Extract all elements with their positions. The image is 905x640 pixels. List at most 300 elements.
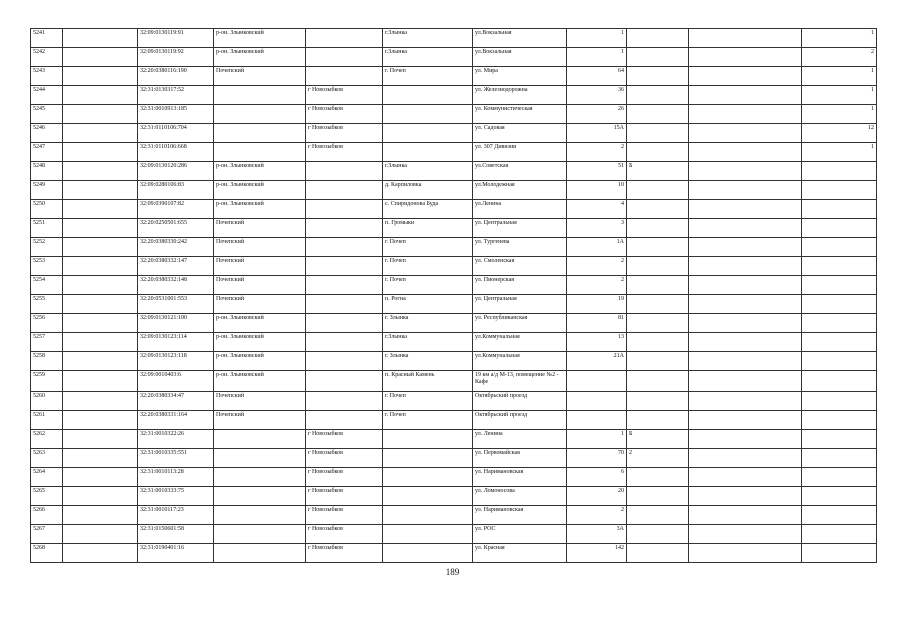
building-cell xyxy=(627,86,689,105)
district-cell: Почепский xyxy=(214,295,306,314)
cadastral-number-cell: 32:20:0380334:47 xyxy=(138,392,214,411)
table-row xyxy=(31,105,877,124)
locality-cell: п. Рогна xyxy=(383,295,473,314)
building-cell xyxy=(627,181,689,200)
district-cell: Почепский xyxy=(214,392,306,411)
district-cell xyxy=(214,105,306,124)
quantity-cell xyxy=(802,314,877,333)
empty-cell xyxy=(63,411,138,430)
district-cell: р-он. Злынковский xyxy=(214,314,306,333)
empty-cell xyxy=(63,295,138,314)
table-row xyxy=(31,143,877,162)
apartment-cell xyxy=(689,219,802,238)
city-cell xyxy=(306,352,383,371)
table-row xyxy=(31,124,877,143)
building-cell xyxy=(627,67,689,86)
street-cell: Октябрьский проезд xyxy=(473,392,567,411)
building-cell xyxy=(627,468,689,487)
quantity-cell: 1 xyxy=(802,67,877,86)
city-cell xyxy=(306,67,383,86)
table-row xyxy=(31,468,877,487)
city-cell: г Новозыбков xyxy=(306,143,383,162)
apartment-cell xyxy=(689,449,802,468)
locality-cell: г.Злынка xyxy=(383,48,473,67)
city-cell xyxy=(306,411,383,430)
cadastral-number-cell: 32:31:0010335:551 xyxy=(138,449,214,468)
cadastral-number-cell: 32:09:0130121:100 xyxy=(138,314,214,333)
empty-cell xyxy=(63,392,138,411)
table-row xyxy=(31,333,877,352)
building-cell xyxy=(627,200,689,219)
city-cell xyxy=(306,392,383,411)
street-cell: ул. 307 Дивизии xyxy=(473,143,567,162)
empty-cell xyxy=(63,162,138,181)
table-row xyxy=(31,29,877,48)
empty-cell xyxy=(63,238,138,257)
quantity-cell xyxy=(802,219,877,238)
cadastral-number-cell: 32:20:0380330:242 xyxy=(138,238,214,257)
locality-cell: г. Почеп xyxy=(383,276,473,295)
house-number-cell: 70 xyxy=(567,449,627,468)
building-cell xyxy=(627,392,689,411)
city-cell: г Новозыбков xyxy=(306,124,383,143)
table-row xyxy=(31,162,877,181)
district-cell: р-он. Злынковский xyxy=(214,181,306,200)
cadastral-number-cell: 32:20:0250501:655 xyxy=(138,219,214,238)
district-cell xyxy=(214,544,306,563)
building-cell xyxy=(627,238,689,257)
quantity-cell xyxy=(802,257,877,276)
row-number-cell: 5242 xyxy=(31,48,63,67)
house-number-cell: 20 xyxy=(567,487,627,506)
empty-cell xyxy=(63,67,138,86)
apartment-cell xyxy=(689,411,802,430)
locality-cell xyxy=(383,506,473,525)
quantity-cell xyxy=(802,525,877,544)
house-number-cell: 2 xyxy=(567,506,627,525)
empty-cell xyxy=(63,105,138,124)
district-cell: Почепский xyxy=(214,257,306,276)
row-number-cell: 5268 xyxy=(31,544,63,563)
cadastral-number-cell: 32:20:0531001:553 xyxy=(138,295,214,314)
city-cell xyxy=(306,238,383,257)
building-cell xyxy=(627,143,689,162)
row-number-cell: 5264 xyxy=(31,468,63,487)
locality-cell: г. Почеп xyxy=(383,392,473,411)
street-cell: ул. Центральная xyxy=(473,219,567,238)
quantity-cell: 1 xyxy=(802,143,877,162)
city-cell: г Новозыбков xyxy=(306,105,383,124)
row-number-cell: 5257 xyxy=(31,333,63,352)
apartment-cell xyxy=(689,295,802,314)
apartment-cell xyxy=(689,276,802,295)
building-cell xyxy=(627,295,689,314)
locality-cell xyxy=(383,143,473,162)
quantity-cell xyxy=(802,411,877,430)
house-number-cell: 13 xyxy=(567,333,627,352)
city-cell: г Новозыбков xyxy=(306,86,383,105)
locality-cell xyxy=(383,449,473,468)
empty-cell xyxy=(63,525,138,544)
apartment-cell xyxy=(689,430,802,449)
quantity-cell xyxy=(802,371,877,392)
cadastral-number-cell: 32:09:0130123:118 xyxy=(138,352,214,371)
district-cell xyxy=(214,506,306,525)
building-cell xyxy=(627,411,689,430)
table-row xyxy=(31,257,877,276)
cadastral-number-cell: 32:31:0010113:28 xyxy=(138,468,214,487)
apartment-cell xyxy=(689,544,802,563)
cadastral-number-cell: 32:20:0380116:190 xyxy=(138,67,214,86)
row-number-cell: 5256 xyxy=(31,314,63,333)
locality-cell: п. Красный Камень xyxy=(383,371,473,392)
cadastral-number-cell: 32:31:0010117:23 xyxy=(138,506,214,525)
empty-cell xyxy=(63,219,138,238)
street-cell: ул. Ленина xyxy=(473,430,567,449)
cadastral-number-cell: 32:31:0010333:75 xyxy=(138,487,214,506)
street-cell: ул. Наримановская xyxy=(473,468,567,487)
apartment-cell xyxy=(689,67,802,86)
building-cell xyxy=(627,124,689,143)
building-cell xyxy=(627,29,689,48)
building-cell xyxy=(627,525,689,544)
district-cell: р-он. Злынковский xyxy=(214,333,306,352)
page-number: 189 xyxy=(445,567,460,577)
row-number-cell: 5243 xyxy=(31,67,63,86)
empty-cell xyxy=(63,430,138,449)
register-table xyxy=(30,28,877,563)
quantity-cell: 2 xyxy=(802,48,877,67)
empty-cell xyxy=(63,487,138,506)
empty-cell xyxy=(63,544,138,563)
district-cell xyxy=(214,143,306,162)
house-number-cell: 142 xyxy=(567,544,627,563)
street-cell: ул.Коммунальная xyxy=(473,333,567,352)
table-row xyxy=(31,411,877,430)
locality-cell xyxy=(383,525,473,544)
cadastral-number-cell: 32:20:0380331:164 xyxy=(138,411,214,430)
city-cell: г Новозыбков xyxy=(306,525,383,544)
empty-cell xyxy=(63,314,138,333)
apartment-cell xyxy=(689,468,802,487)
table-row xyxy=(31,487,877,506)
city-cell xyxy=(306,48,383,67)
city-cell xyxy=(306,276,383,295)
empty-cell xyxy=(63,48,138,67)
city-cell: г Новозыбков xyxy=(306,487,383,506)
locality-cell: г. Почеп xyxy=(383,67,473,86)
cadastral-number-cell: 32:20:0380332:147 xyxy=(138,257,214,276)
empty-cell xyxy=(63,333,138,352)
locality-cell: г. Злынка xyxy=(383,314,473,333)
building-cell: Б xyxy=(627,430,689,449)
row-number-cell: 5241 xyxy=(31,29,63,48)
city-cell: г Новозыбков xyxy=(306,544,383,563)
quantity-cell xyxy=(802,352,877,371)
row-number-cell: 5247 xyxy=(31,143,63,162)
apartment-cell xyxy=(689,352,802,371)
cadastral-number-cell: 32:31:0010913:185 xyxy=(138,105,214,124)
street-cell: ул.Молодежная xyxy=(473,181,567,200)
house-number-cell: 6 xyxy=(567,468,627,487)
district-cell: р-он. Злынковский xyxy=(214,371,306,392)
house-number-cell xyxy=(567,411,627,430)
city-cell xyxy=(306,200,383,219)
quantity-cell xyxy=(802,200,877,219)
house-number-cell: 2 xyxy=(567,257,627,276)
building-cell: 2 xyxy=(627,449,689,468)
house-number-cell xyxy=(567,371,627,392)
quantity-cell xyxy=(802,333,877,352)
apartment-cell xyxy=(689,143,802,162)
street-cell: ул. Ломоносова xyxy=(473,487,567,506)
building-cell xyxy=(627,352,689,371)
locality-cell: г. Злынка xyxy=(383,352,473,371)
house-number-cell xyxy=(567,392,627,411)
city-cell xyxy=(306,162,383,181)
city-cell xyxy=(306,295,383,314)
row-number-cell: 5262 xyxy=(31,430,63,449)
table-row xyxy=(31,392,877,411)
empty-cell xyxy=(63,200,138,219)
apartment-cell xyxy=(689,333,802,352)
cadastral-number-cell: 32:31:0110106:704 xyxy=(138,124,214,143)
district-cell xyxy=(214,468,306,487)
quantity-cell xyxy=(802,449,877,468)
empty-cell xyxy=(63,124,138,143)
cadastral-number-cell: 32:31:0110106:668 xyxy=(138,143,214,162)
row-number-cell: 5250 xyxy=(31,200,63,219)
locality-cell: г.Злынка xyxy=(383,333,473,352)
district-cell xyxy=(214,525,306,544)
house-number-cell: 1А xyxy=(567,238,627,257)
empty-cell xyxy=(63,143,138,162)
street-cell: ул. Тургенева xyxy=(473,238,567,257)
street-cell: ул. Пионерская xyxy=(473,276,567,295)
district-cell: Почепский xyxy=(214,219,306,238)
city-cell: г Новозыбков xyxy=(306,468,383,487)
district-cell: р-он. Злынковский xyxy=(214,352,306,371)
house-number-cell: 64 xyxy=(567,67,627,86)
street-cell: ул.Вокзальная xyxy=(473,29,567,48)
locality-cell xyxy=(383,544,473,563)
locality-cell xyxy=(383,86,473,105)
street-cell: ул. Первомайская xyxy=(473,449,567,468)
apartment-cell xyxy=(689,238,802,257)
house-number-cell: 3А xyxy=(567,525,627,544)
row-number-cell: 5252 xyxy=(31,238,63,257)
empty-cell xyxy=(63,371,138,392)
city-cell: г Новозыбков xyxy=(306,449,383,468)
street-cell: ул.Вокзальная xyxy=(473,48,567,67)
apartment-cell xyxy=(689,86,802,105)
building-cell xyxy=(627,276,689,295)
district-cell xyxy=(214,449,306,468)
apartment-cell xyxy=(689,29,802,48)
cadastral-number-cell: 32:09:0280106:83 xyxy=(138,181,214,200)
quantity-cell xyxy=(802,392,877,411)
building-cell xyxy=(627,105,689,124)
street-cell: Октябрьский проезд xyxy=(473,411,567,430)
empty-cell xyxy=(63,29,138,48)
apartment-cell xyxy=(689,392,802,411)
table-row xyxy=(31,86,877,105)
row-number-cell: 5251 xyxy=(31,219,63,238)
row-number-cell: 5248 xyxy=(31,162,63,181)
city-cell xyxy=(306,29,383,48)
cadastral-number-cell: 32:31:0010322:26 xyxy=(138,430,214,449)
building-cell xyxy=(627,544,689,563)
house-number-cell: 19 xyxy=(567,295,627,314)
row-number-cell: 5246 xyxy=(31,124,63,143)
quantity-cell xyxy=(802,295,877,314)
district-cell: р-он. Злынковский xyxy=(214,200,306,219)
locality-cell: г. Почеп xyxy=(383,411,473,430)
cadastral-number-cell: 32:09:0130119:92 xyxy=(138,48,214,67)
city-cell xyxy=(306,371,383,392)
locality-cell xyxy=(383,124,473,143)
cadastral-number-cell: 32:09:0390107:82 xyxy=(138,200,214,219)
city-cell xyxy=(306,219,383,238)
district-cell: Почепский xyxy=(214,67,306,86)
street-cell: ул. Наримановская xyxy=(473,506,567,525)
district-cell: Почепский xyxy=(214,238,306,257)
apartment-cell xyxy=(689,487,802,506)
empty-cell xyxy=(63,468,138,487)
street-cell: ул. Красная xyxy=(473,544,567,563)
district-cell: р-он. Злынковский xyxy=(214,29,306,48)
street-cell: ул. РОС xyxy=(473,525,567,544)
row-number-cell: 5254 xyxy=(31,276,63,295)
empty-cell xyxy=(63,506,138,525)
house-number-cell: 21А xyxy=(567,352,627,371)
building-cell xyxy=(627,257,689,276)
locality-cell xyxy=(383,487,473,506)
table-row xyxy=(31,276,877,295)
cadastral-number-cell: 32:09:0010403:6 xyxy=(138,371,214,392)
district-cell xyxy=(214,124,306,143)
street-cell: ул. Железнодорожна xyxy=(473,86,567,105)
row-number-cell: 5263 xyxy=(31,449,63,468)
district-cell xyxy=(214,86,306,105)
table-row xyxy=(31,219,877,238)
table-row xyxy=(31,314,877,333)
cadastral-number-cell: 32:31:0150601:58 xyxy=(138,525,214,544)
apartment-cell xyxy=(689,48,802,67)
row-number-cell: 5260 xyxy=(31,392,63,411)
street-cell: ул.Коммунальная xyxy=(473,352,567,371)
cadastral-number-cell: 32:31:0190401:16 xyxy=(138,544,214,563)
empty-cell xyxy=(63,181,138,200)
row-number-cell: 5244 xyxy=(31,86,63,105)
apartment-cell xyxy=(689,124,802,143)
street-cell: ул. Мира xyxy=(473,67,567,86)
locality-cell xyxy=(383,105,473,124)
locality-cell: д. Карпиловка xyxy=(383,181,473,200)
apartment-cell xyxy=(689,525,802,544)
empty-cell xyxy=(63,352,138,371)
house-number-cell: 2 xyxy=(567,276,627,295)
apartment-cell xyxy=(689,371,802,392)
locality-cell: п. Громыки xyxy=(383,219,473,238)
district-cell: Почепский xyxy=(214,276,306,295)
empty-cell xyxy=(63,276,138,295)
locality-cell: с. Спиридонова Буда xyxy=(383,200,473,219)
quantity-cell xyxy=(802,276,877,295)
house-number-cell: 1 xyxy=(567,29,627,48)
district-cell: р-он. Злынковский xyxy=(214,162,306,181)
table-row xyxy=(31,181,877,200)
register-table-body xyxy=(31,29,877,563)
house-number-cell: 36 xyxy=(567,86,627,105)
empty-cell xyxy=(63,257,138,276)
house-number-cell: 10 xyxy=(567,181,627,200)
table-row xyxy=(31,48,877,67)
street-cell: ул. Садовая xyxy=(473,124,567,143)
row-number-cell: 5255 xyxy=(31,295,63,314)
row-number-cell: 5266 xyxy=(31,506,63,525)
table-row xyxy=(31,352,877,371)
cadastral-number-cell: 32:09:0130120:286 xyxy=(138,162,214,181)
city-cell: г Новозыбков xyxy=(306,430,383,449)
table-row xyxy=(31,238,877,257)
apartment-cell xyxy=(689,506,802,525)
row-number-cell: 5261 xyxy=(31,411,63,430)
apartment-cell xyxy=(689,181,802,200)
street-cell: ул. Коммунистическая xyxy=(473,105,567,124)
apartment-cell xyxy=(689,200,802,219)
house-number-cell: 15А xyxy=(567,124,627,143)
cadastral-number-cell: 32:31:0130317:52 xyxy=(138,86,214,105)
row-number-cell: 5267 xyxy=(31,525,63,544)
row-number-cell: 5258 xyxy=(31,352,63,371)
building-cell xyxy=(627,506,689,525)
locality-cell: г. Почеп xyxy=(383,238,473,257)
building-cell: Б xyxy=(627,162,689,181)
locality-cell: г. Почеп xyxy=(383,257,473,276)
building-cell xyxy=(627,487,689,506)
table-row xyxy=(31,67,877,86)
quantity-cell xyxy=(802,430,877,449)
row-number-cell: 5259 xyxy=(31,371,63,392)
quantity-cell: 12 xyxy=(802,124,877,143)
street-cell: ул. Смоленская xyxy=(473,257,567,276)
building-cell xyxy=(627,371,689,392)
house-number-cell: 1 xyxy=(567,430,627,449)
quantity-cell xyxy=(802,506,877,525)
table-row xyxy=(31,430,877,449)
house-number-cell: 3 xyxy=(567,219,627,238)
house-number-cell: 4 xyxy=(567,200,627,219)
quantity-cell xyxy=(802,468,877,487)
locality-cell xyxy=(383,430,473,449)
street-cell: ул.Советская xyxy=(473,162,567,181)
building-cell xyxy=(627,333,689,352)
street-cell: ул. Центральная xyxy=(473,295,567,314)
row-number-cell: 5249 xyxy=(31,181,63,200)
locality-cell xyxy=(383,468,473,487)
quantity-cell xyxy=(802,181,877,200)
table-row xyxy=(31,525,877,544)
city-cell xyxy=(306,181,383,200)
quantity-cell: 1 xyxy=(802,86,877,105)
district-cell xyxy=(214,487,306,506)
apartment-cell xyxy=(689,257,802,276)
table-row xyxy=(31,449,877,468)
house-number-cell: 81 xyxy=(567,314,627,333)
apartment-cell xyxy=(689,314,802,333)
row-number-cell: 5245 xyxy=(31,105,63,124)
